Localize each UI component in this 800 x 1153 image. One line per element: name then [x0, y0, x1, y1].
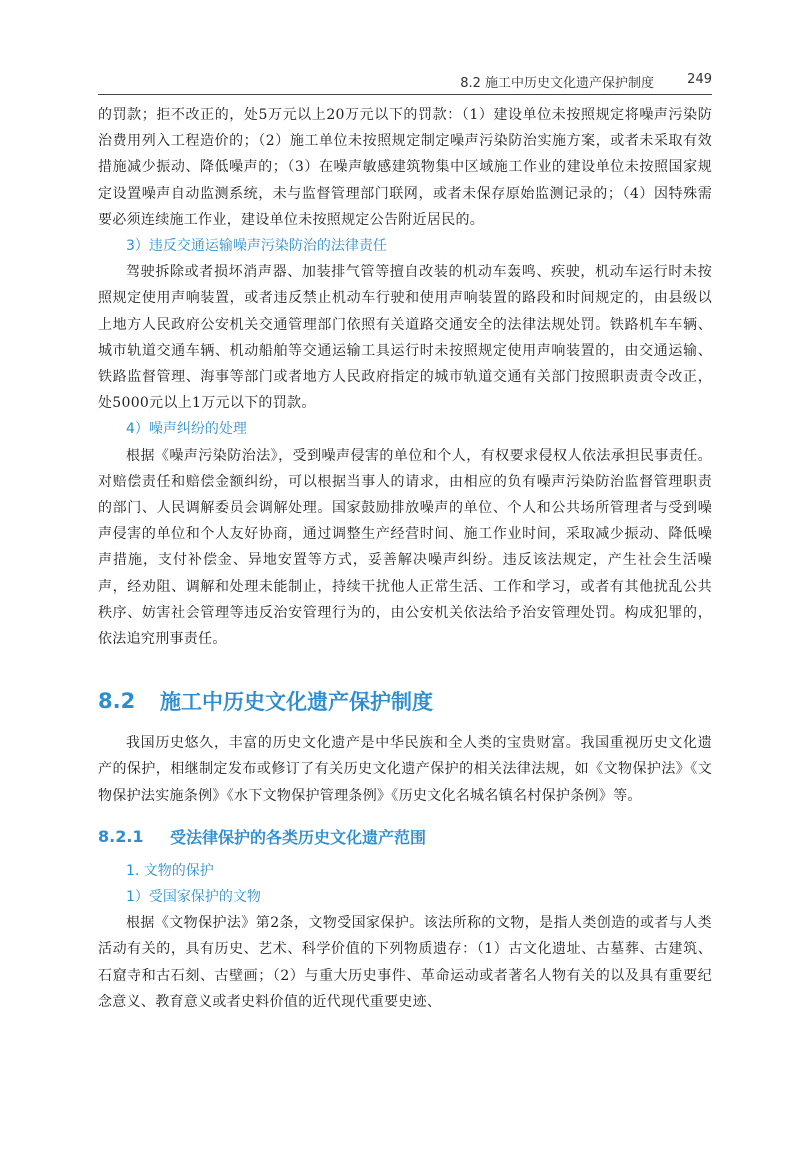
paragraph-noise-disputes: 根据《噪声污染防治法》，受到噪声侵害的单位和个人，有权要求侵权人依法承担民事责任。对赔偿责任和赔偿金额纠纷，可以根据当事人的请求，由相应的负有噪声污染防治监督管理职责的部门、人民调解委员会调解处理。国家鼓励排放噪声的单位、个人和公共场所管理者与受到噪声侵害的单位和个人友好协商，通过调整生产经营时间、施工作业时间，采取减少振动、降低噪声措施，支付补偿金、异地安置等方式，妥善解决噪声纠纷。违反该法规定，产生社会生活噪声，经劝阻、调解和处理未能制止，持续干扰他人正常生活、工作和学习，或者有其他扰乱公共秩序、妨害社会管理等违反治安管理行为的，由公安机关依法给予治安管理处罚。构成犯罪的，依法追究刑事责任。 — [98, 447, 712, 648]
section-title: 施工中历史文化遗产保护制度 — [160, 690, 433, 715]
page-content — [98, 102, 712, 1015]
heading-cultural-relics-protection: 1. 文物的保护 — [126, 862, 214, 879]
section-heading — [98, 686, 712, 716]
paragraph-relics-definition: 根据《文物保护法》第2条，文物受国家保护。该法所称的文物，是指人类创造的或者与人类活动有关的，具有历史、艺术、科学价值的下列物质遗存：（1）古文化遗址、古墓葬、古建筑、石窟寺和古石刻、古壁画；（2）与重大历史事件、革命运动或者著名人物有关的以及具有重要纪念意义、教育意义或者史料价值的近代现代重要史迹、 — [98, 915, 712, 1010]
subheading-traffic-noise-liability: 3）违反交通运输噪声污染防治的法律责任 — [126, 238, 387, 255]
running-title: 8.2 施工中历史文化遗产保护制度 — [460, 76, 654, 91]
subheading-noise-disputes: 4）噪声纠纷的处理 — [126, 421, 247, 438]
paragraph-traffic-noise: 驾驶拆除或者损坏消声器、加装排气管等擅自改装的机动车轰鸣、疾驶，机动车运行时未按照规定使用声响装置，或者违反禁止机动车行驶和使用声响装置的路段和时间规定的，由县级以上地方人民政府公安机关交通管理部门依照有关道路交通安全的法律法规处罚。铁路机车车辆、城市轨道交通车辆、机动船舶等交通运输工具运行时未按照规定使用声响装置的，由交通运输、铁路监督管理、海事等部门或者地方人民政府指定的城市轨道交通有关部门按照职责责令改正，处5000元以上1万元以下的罚款。 — [98, 264, 712, 412]
section-number: 8.2 — [98, 689, 136, 714]
heading-state-protected-relics: 1）受国家保护的文物 — [126, 889, 261, 906]
page-number: 249 — [687, 72, 712, 87]
paragraph-penalties-continued: 的罚款；拒不改正的，处5万元以上20万元以下的罚款：（1）建设单位未按照规定将噪声污染防治费用列入工程造价的；（2）施工单位未按照规定制定噪声污染防治实施方案，或者未采取有效措施减少振动、降低噪声的；（3）在噪声敏感建筑物集中区域施工作业的建设单位未按照国家规定设置噪声自动监测系统，未与监督管理部门联网，或者未保存原始监测记录的；（4）因特殊需要必须连续施工作业，建设单位未按照规定公告附近居民的。 — [98, 107, 712, 228]
page-header — [98, 68, 712, 95]
subsection-heading — [98, 825, 712, 848]
subsection-title: 受法律保护的各类历史文化遗产范围 — [170, 827, 427, 847]
section-intro-paragraph: 我国历史悠久，丰富的历史文化遗产是中华民族和全人类的宝贵财富。我国重视历史文化遗产的保护，相继制定发布或修订了有关历史文化遗产保护的相关法律法规，如《文物保护法》《文物保护法实施条例》《水下文物保护管理条例》《历史文化名城名镇名村保护条例》等。 — [98, 735, 712, 804]
subsection-number: 8.2.1 — [98, 826, 144, 846]
